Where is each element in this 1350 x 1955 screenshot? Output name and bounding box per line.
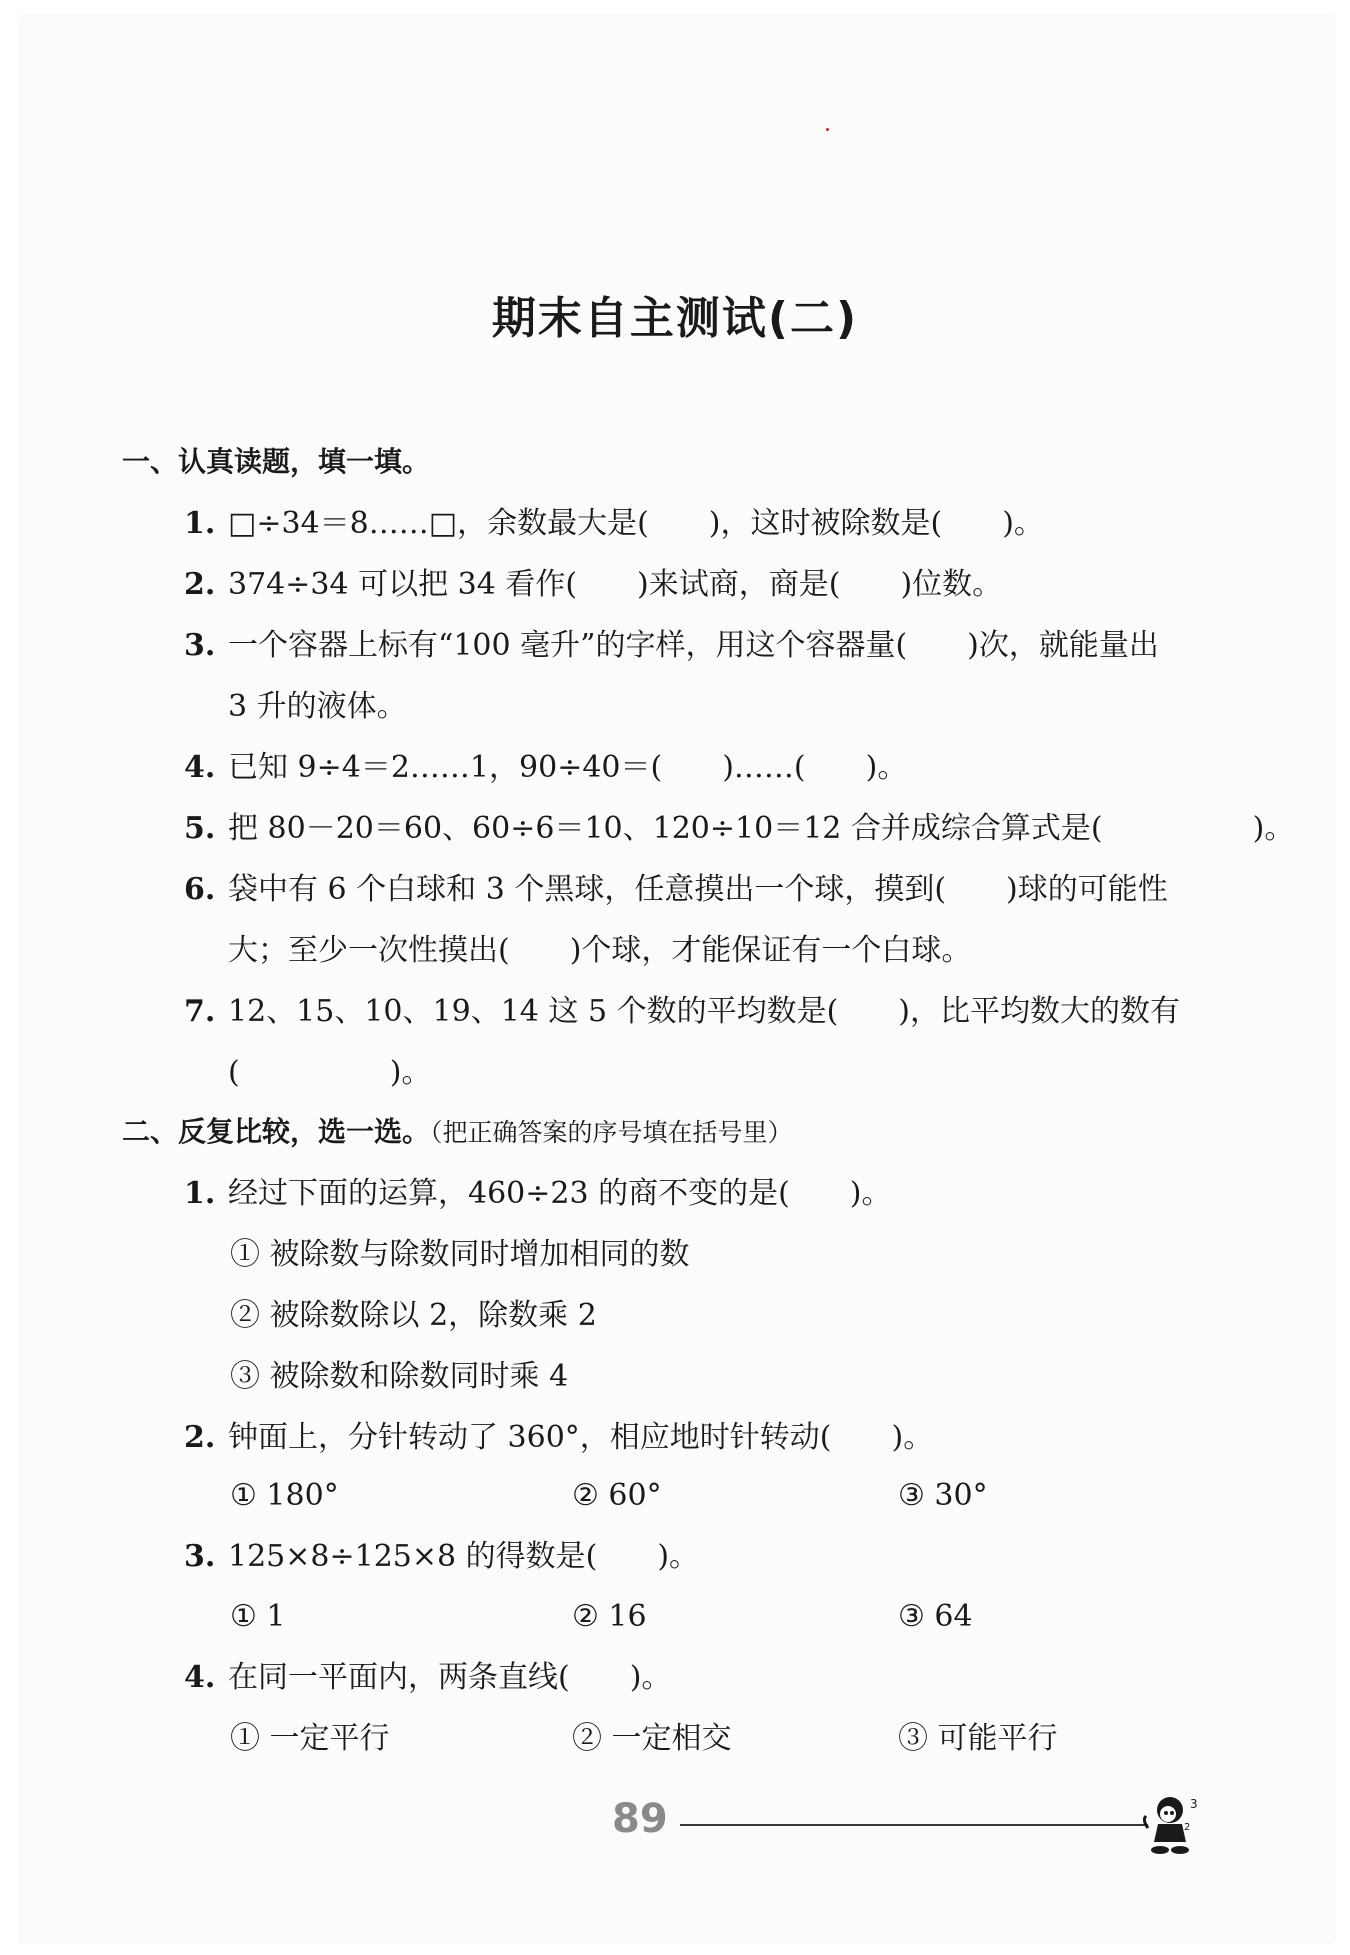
ink-dot [826, 128, 829, 131]
question-text: 12、15、10、19、14 这 5 个数的平均数是( )，比平均数大的数有 [228, 994, 1180, 1029]
section1-heading: 一、认真读题，填一填。 [122, 445, 431, 478]
s2-q3-option-2: ② 16 [572, 1599, 647, 1634]
s2-q1-option-2: ② 被除数除以 2，除数乘 2 [230, 1298, 597, 1333]
question-number: 3. [184, 628, 216, 663]
section2-title: 二、反复比较，选一选。 [122, 1115, 431, 1148]
s2-q3-option-3: ③ 64 [898, 1599, 973, 1634]
question-text: 374÷34 可以把 34 看作( )来试商，商是( )位数。 [228, 567, 1003, 602]
page-number: 89 [612, 1796, 668, 1842]
question-text: 在同一平面内，两条直线( )。 [228, 1660, 672, 1695]
question-text: 袋中有 6 个白球和 3 个黑球，任意摸出一个球，摸到( )球的可能性 [228, 872, 1168, 907]
s1-q3 [184, 626, 1159, 666]
s1-q7 [184, 992, 1180, 1032]
question-text: □÷34＝8……□，余数最大是( )，这时被除数是( )。 [228, 506, 1044, 541]
s2-q2-option-2: ② 60° [572, 1478, 662, 1513]
question-number: 4. [184, 750, 216, 785]
s1-q7-continuation: ( )。 [228, 1055, 432, 1090]
s1-q6-continuation: 大；至少一次性摸出( )个球，才能保证有一个白球。 [228, 933, 972, 968]
s1-q2 [184, 565, 1002, 605]
question-text: 钟面上，分针转动了 360°，相应地时针转动( )。 [228, 1420, 934, 1455]
svg-text:2: 2 [1184, 1822, 1191, 1833]
section2-heading [122, 1112, 793, 1153]
s2-q4 [184, 1658, 671, 1698]
s1-q1 [184, 504, 1044, 544]
s2-q3-option-1: ① 1 [230, 1599, 286, 1634]
section2-note: （把正确答案的序号填在括号里） [430, 1118, 793, 1147]
s2-q2 [184, 1418, 933, 1458]
s2-q1-option-3: ③ 被除数和除数同时乘 4 [230, 1359, 569, 1394]
s2-q3 [184, 1537, 699, 1577]
question-number: 4. [184, 1660, 216, 1695]
question-text: 经过下面的运算，460÷23 的商不变的是( )。 [228, 1176, 892, 1211]
footer-rule [680, 1824, 1148, 1826]
question-number: 5. [184, 811, 216, 846]
question-text: 125×8÷125×8 的得数是( )。 [228, 1539, 700, 1574]
question-number: 3. [184, 1539, 216, 1574]
question-number: 1. [184, 506, 216, 541]
s1-q4 [184, 748, 907, 788]
question-number: 6. [184, 872, 216, 907]
question-text: 一个容器上标有“100 毫升”的字样，用这个容器量( )次，就能量出 [228, 628, 1159, 663]
question-number: 2. [184, 567, 216, 602]
question-text: 已知 9÷4＝2……1，90÷40＝( )……( )。 [228, 750, 908, 785]
s2-q2-option-1: ① 180° [230, 1478, 339, 1513]
question-number: 1. [184, 1176, 216, 1211]
s2-q4-option-2: ② 一定相交 [572, 1721, 732, 1756]
question-number: 2. [184, 1420, 216, 1455]
s1-q5 [184, 809, 1294, 849]
page-title: 期末自主测试(二) [491, 293, 859, 344]
s2-q1-option-1: ① 被除数与除数同时增加相同的数 [230, 1237, 690, 1272]
s1-q6 [184, 870, 1168, 910]
s2-q1 [184, 1174, 892, 1214]
s2-q4-option-3: ③ 可能平行 [898, 1721, 1058, 1756]
mascot-icon [1140, 1790, 1210, 1860]
question-text: 把 80－20＝60、60÷6＝10、120÷10＝12 合并成综合算式是( )。 [228, 811, 1295, 846]
s2-q4-option-1: ① 一定平行 [230, 1721, 390, 1756]
svg-text:3: 3 [1190, 1797, 1198, 1811]
s1-q3-continuation: 3 升的液体。 [228, 689, 407, 724]
s2-q2-option-3: ③ 30° [898, 1478, 988, 1513]
question-number: 7. [184, 994, 216, 1029]
